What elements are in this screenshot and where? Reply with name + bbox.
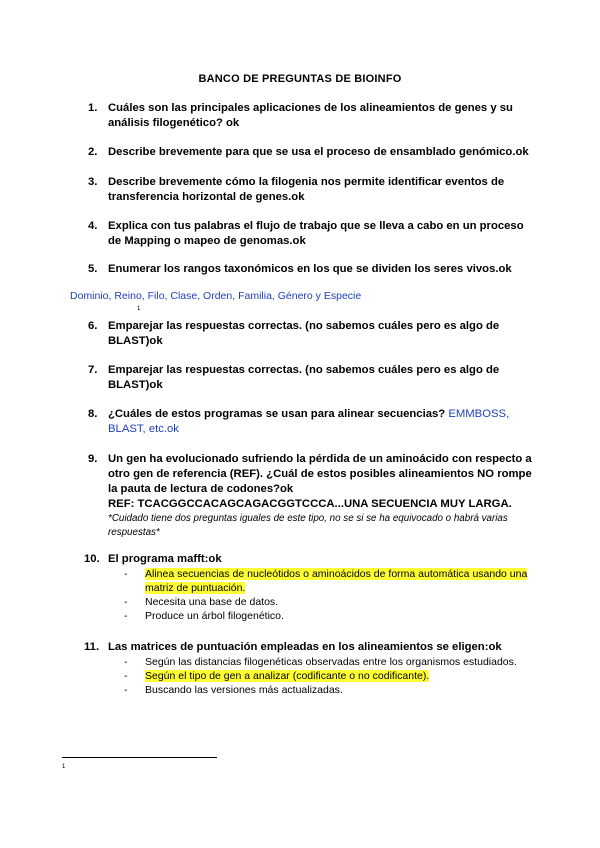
question-text: Emparejar las respuestas correctas. (no sabemos cuáles pero es algo de BLAST)ok: [108, 320, 500, 347]
question-text: Describe brevemente para que se usa el proceso de ensamblado genómico.ok: [108, 146, 529, 158]
option-item: [124, 609, 544, 623]
option-item: [124, 655, 544, 669]
question-text: Las matrices de puntuación empleadas en los alineamientos se eligen:ok: [108, 641, 502, 653]
question-number: 10.: [84, 553, 100, 565]
question-text-main: ¿Cuáles de estos programas se usan para alinear secuencias?: [108, 408, 446, 420]
question-text: Emparejar las respuestas correctas. (no sabemos cuáles pero es algo de BLAST)ok: [108, 364, 500, 391]
option-item: [124, 567, 544, 595]
question-text: El programa mafft:ok: [108, 553, 222, 565]
footnote-divider: [62, 757, 217, 758]
answer-programs: EMMBOSS, BLAST, etc.ok: [108, 408, 510, 435]
question-10: [84, 552, 538, 567]
question-number: 9.: [88, 453, 98, 465]
answer-taxonomic-ranks: Dominio, Reino, Filo, Clase, Orden, Familia, Género y Especie: [70, 290, 362, 302]
question-number: 8.: [88, 408, 98, 420]
option-text-highlighted: Según el tipo de gen a analizar (codificante o no codificante).: [145, 670, 430, 682]
question-number: 3.: [88, 176, 98, 188]
question-number: 11.: [84, 641, 100, 653]
option-dash: -: [124, 684, 128, 696]
question-8: [88, 407, 538, 437]
option-text: Produce un árbol filogenético.: [145, 610, 284, 622]
option-text: Según las distancias filogenéticas observadas entre los organismos estudiados.: [145, 656, 517, 668]
question-5: [88, 262, 538, 277]
question-number: 4.: [88, 220, 98, 232]
question-7: [88, 363, 538, 393]
question-1: [88, 101, 538, 131]
question-text: Explica con tus palabras el flujo de trabajo que se lleva a cabo en un proceso de Mapping o mapeo de genomas.ok: [108, 220, 524, 247]
question-number: 7.: [88, 364, 98, 376]
options-question-11: [124, 655, 544, 697]
question-text: Describe brevemente cómo la filogenia nos permite identificar eventos de transferencia horizontal de genes.ok: [108, 176, 505, 203]
option-text: Buscando las versiones más actualizadas.: [145, 684, 343, 696]
option-item: [124, 595, 544, 609]
options-question-10: [124, 567, 544, 623]
option-dash: -: [124, 596, 128, 608]
footnote-number: 1: [62, 764, 66, 770]
question-text: Un gen ha evolucionado sufriendo la pérdida de un aminoácido con respecto a otro gen de referencia (REF). ¿Cuál de estos posibles alineamientos NO rompe la pauta de lectura de codones?ok: [108, 453, 532, 495]
option-text-highlighted: Alinea secuencias de nucleótidos o aminoácidos de forma automática usando una matriz de puntuación.: [145, 568, 528, 594]
option-item: [124, 669, 544, 683]
option-item: [124, 683, 544, 697]
question-6: [88, 319, 538, 349]
option-text: Necesita una base de datos.: [145, 596, 279, 608]
question-note: *Cuidado tiene dos preguntas iguales de este tipo, no se si se ha equivocado o habrá varias respuestas*: [108, 513, 508, 538]
option-dash: -: [124, 610, 128, 622]
page-title: BANCO DE PREGUNTAS DE BIOINFO: [198, 73, 402, 85]
question-number: 2.: [88, 146, 98, 158]
option-dash: -: [124, 670, 128, 682]
question-2: [88, 145, 538, 160]
question-11: [84, 640, 538, 655]
option-dash: -: [124, 656, 128, 668]
question-4: [88, 219, 538, 249]
question-number: 5.: [88, 263, 98, 275]
question-number: 1.: [88, 102, 98, 114]
question-text: [108, 407, 538, 437]
reference-sequence: REF: TCACGGCCACAGCAGACGGTCCCA...UNA SECUENCIA MUY LARGA.: [108, 498, 512, 510]
option-dash: -: [124, 568, 128, 580]
question-text: Enumerar los rangos taxonómicos en los que se dividen los seres vivos.ok: [108, 263, 512, 275]
question-text: Cuáles son las principales aplicaciones de los alineamientos de genes y su análisis filogenético? ok: [108, 102, 513, 129]
question-3: [88, 175, 538, 205]
question-number: 6.: [88, 320, 98, 332]
footnote-reference: 1: [137, 306, 141, 312]
question-9: [88, 452, 538, 540]
